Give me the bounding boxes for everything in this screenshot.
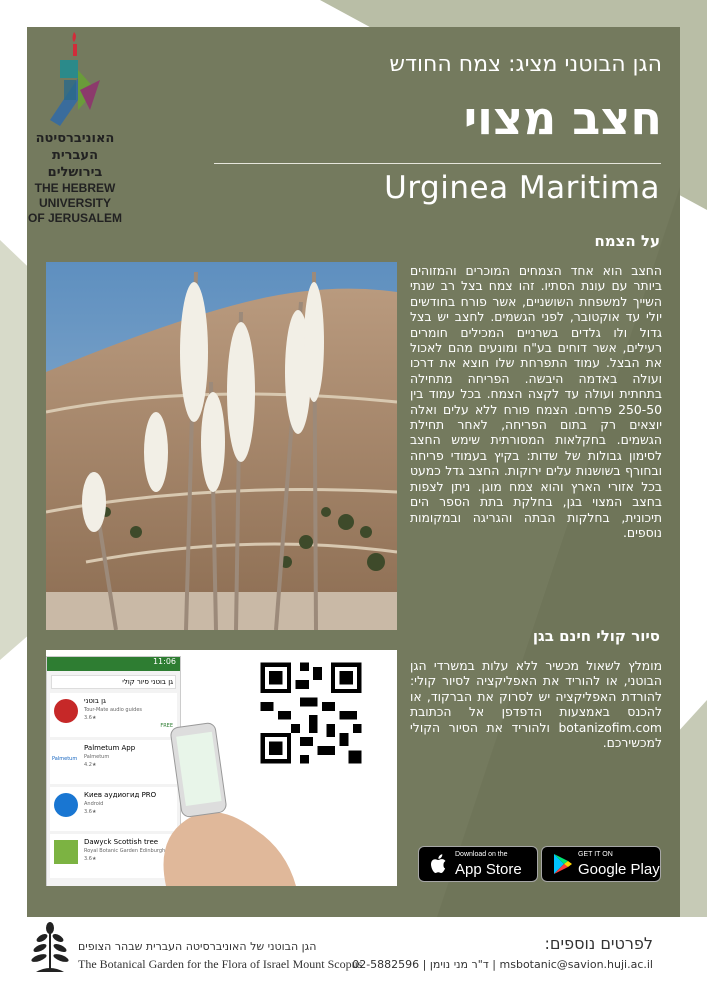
contact-details: ד"ר מני נוימן | 02-5882596 | msbotanic@savion.huji.ac.il bbox=[352, 958, 653, 971]
more-info-label: לפרטים נוספים: bbox=[544, 934, 653, 953]
botanical-garden-logo-icon bbox=[28, 920, 72, 976]
leaf-icon bbox=[54, 840, 78, 864]
university-name-english: THE HEBREW UNIVERSITY OF JERUSALEM bbox=[27, 181, 122, 225]
app-store-small-text: Download on the bbox=[455, 851, 508, 858]
list-item: Киев аудиогид PRO Android 3.6★ bbox=[50, 787, 177, 831]
palmetum-logo: Palmetum bbox=[52, 756, 78, 762]
list-item: Palmetum Palmetum App Palmetum 4.2★ bbox=[50, 740, 177, 784]
about-heading: על הצמח bbox=[594, 232, 660, 250]
about-text: החצב הוא אחד הצמחים המוכרים והמזוהים ביותר עם עונת הסתיו. זהו צמח בצל רב שנתי השייך למשפחת השושניים, אשר פורח בחודשים יולי עד אוקטובר, לפני הגשמים. לחצב יש בצל גדול ולו גלדים בשרניים המכילים חומרים רעילים, אשר דוחים בע"ח ומונעים מהם לאכול את הבצל. עמוד התפרחת שלו חוצא את דרכו ועולה באדמה היבשה. הפריחה מתחילה בתחתית ועולה עד לקצה הצמח. בכל עמוד בין 250-50 פרחים. הצמח פורח ללא עלים ואלה יוצאים רק בתום הפריחה, לאחר תחילת הגשמים. בחקלאות המסורתית שימש החצב לסימון גבולות של שדות: בקיץ בעמודי פריחה ובחורף בשושנות עלים ירוקות. החצב גדל כמעט בכל אזורי הארץ והוא צמח מוגן. ניתן לצפות בחצב המצוי בגן, בחלקת בתת הספר הים תיכונית, בחלקות הבתה והגריגה ובמקומות נוספים. bbox=[410, 263, 662, 540]
tour-text: מומלץ לשאול מכשיר ללא עלות במשרדי הגן הבוטני, או להוריד את האפליקציה לסיור קולי: להורדת האפליקציה יש לסרוק את הברקוד, או להכנס באמצעות הדפדפן אל הכתובת botanizofim.com ולהוריד את הסיור הקולי למכשירכם. bbox=[410, 658, 662, 751]
title-divider bbox=[214, 163, 661, 164]
google-play-button[interactable] bbox=[541, 846, 661, 882]
google-play-small-text: GET IT ON bbox=[578, 851, 613, 858]
footer-garden-name-hebrew: הגן הבוטני של האוניברסיטה העברית שבהר הצופים bbox=[78, 940, 317, 953]
footer-garden-name-english: The Botanical Garden for the Flora of Israel Mount Scopus bbox=[78, 957, 363, 971]
page-title: חצב מצוי bbox=[463, 91, 662, 145]
latin-name: Urginea Maritima bbox=[384, 170, 660, 206]
qr-code bbox=[256, 658, 366, 768]
app-promo-image bbox=[46, 650, 397, 886]
apple-icon bbox=[427, 852, 451, 876]
university-logo bbox=[10, 30, 140, 226]
tour-heading: סיור קולי חינם בגן bbox=[532, 627, 660, 645]
header-subtitle: הגן הבוטני מציג: צמח החודש bbox=[389, 52, 662, 77]
university-emblem-icon bbox=[40, 30, 110, 130]
app-store-button[interactable] bbox=[418, 846, 538, 882]
globe-icon bbox=[54, 793, 78, 817]
list-item: Dawyck Scottish tree Royal Botanic Garden Edinburgh 3.6★ bbox=[50, 834, 177, 878]
app-store-label: App Store bbox=[455, 861, 522, 878]
app-search-bar: גן בוטני סיור קולי bbox=[51, 675, 176, 689]
plant-photo bbox=[46, 262, 397, 630]
university-name-hebrew: האוניברסיטה העברית בירושלים bbox=[35, 131, 115, 180]
google-play-icon bbox=[550, 852, 574, 876]
google-play-label: Google Play bbox=[578, 861, 660, 878]
status-bar-time: 11:06 bbox=[47, 657, 180, 671]
app-flower-icon bbox=[54, 699, 78, 723]
list-item: גן בוטני Tour-Mate audio guides 3.6★ FREE bbox=[50, 693, 177, 737]
